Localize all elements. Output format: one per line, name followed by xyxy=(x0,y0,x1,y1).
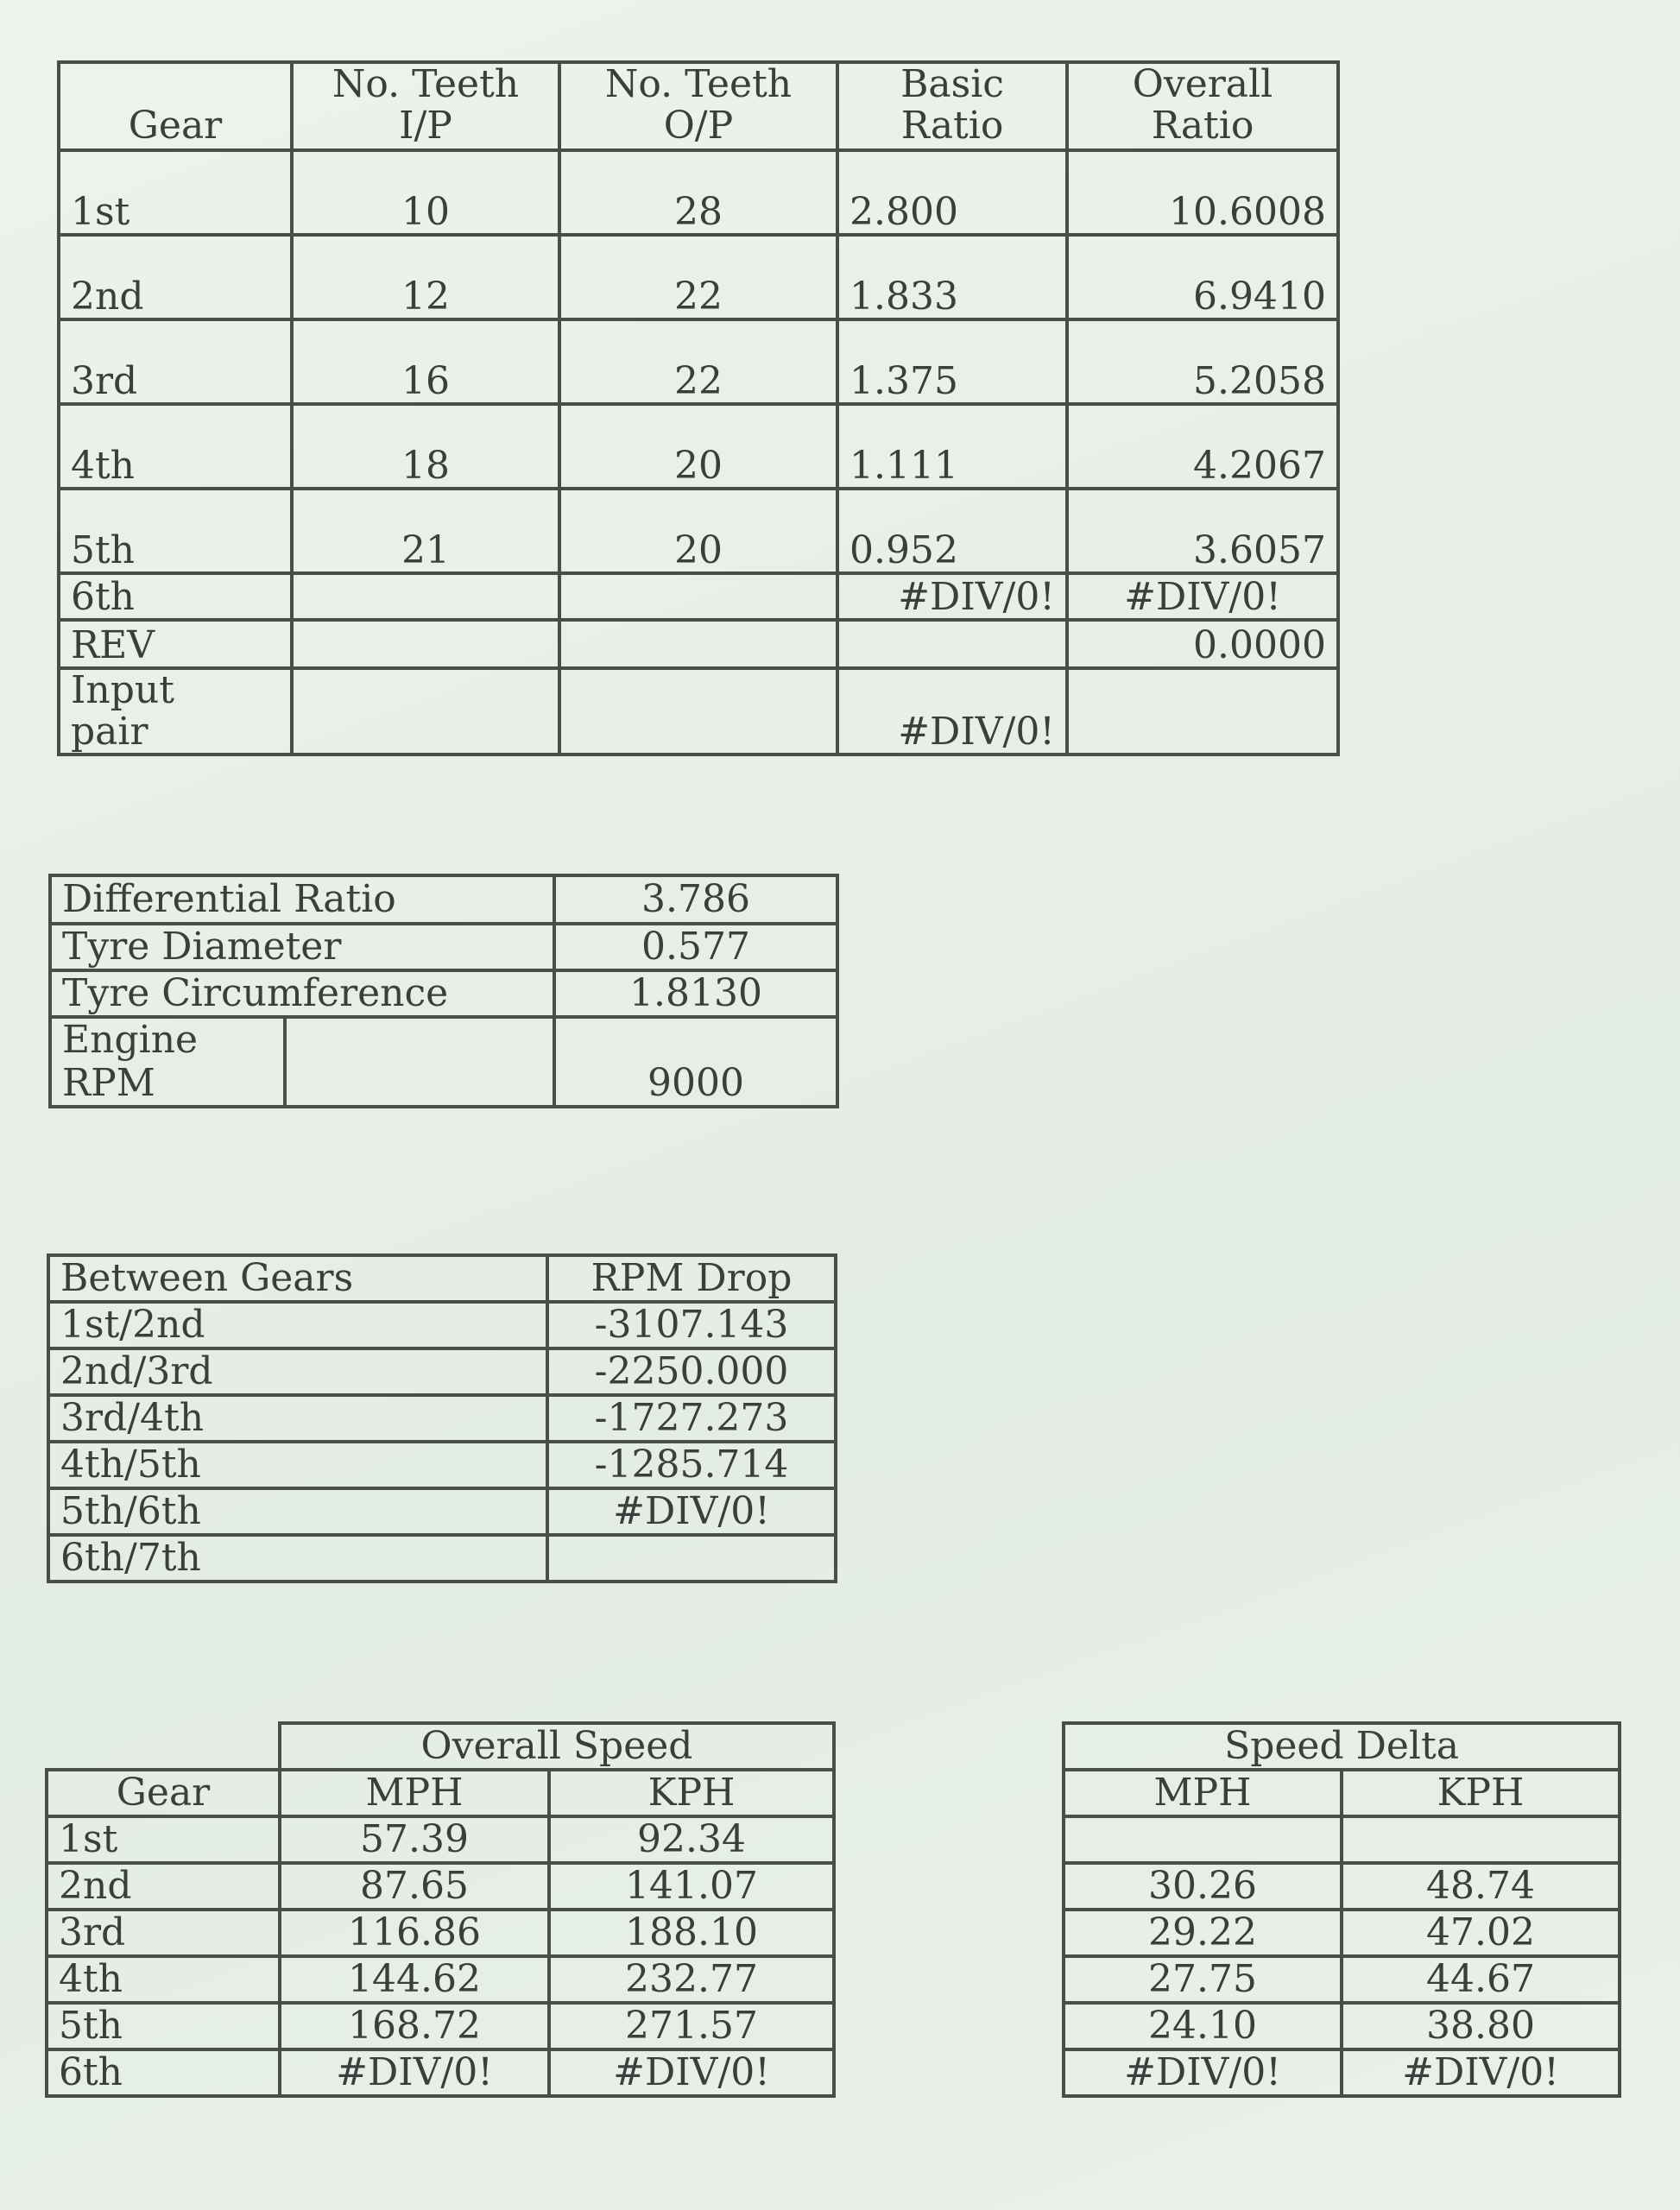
header-teeth-op: No. Teeth O/P xyxy=(559,62,837,150)
header-gear: Gear xyxy=(47,1770,280,1816)
differential-ratio-label: Differential Ratio xyxy=(50,875,554,924)
kph-cell: #DIV/0! xyxy=(1342,2049,1620,2096)
tyre-circumference-label: Tyre Circumference xyxy=(50,970,554,1017)
basic-ratio-cell: #DIV/0! xyxy=(837,573,1067,620)
overall-speed-title: Overall Speed xyxy=(280,1723,834,1770)
overall-ratio-cell: 10.6008 xyxy=(1067,150,1338,235)
table-row xyxy=(59,620,1338,668)
kph-cell: 44.67 xyxy=(1342,1956,1620,2003)
table-row xyxy=(47,1816,834,1863)
teeth-ip-cell: 10 xyxy=(292,150,559,235)
mph-cell: 57.39 xyxy=(280,1816,549,1863)
gear-cell: 2nd xyxy=(59,235,292,319)
speed-title-row xyxy=(47,1723,834,1770)
speed-delta-table xyxy=(1062,1721,1621,2098)
teeth-op-cell: 22 xyxy=(559,235,837,319)
delta-title-row xyxy=(1064,1723,1620,1770)
kph-cell: 47.02 xyxy=(1342,1910,1620,1956)
rpm-drop-cell: -3107.143 xyxy=(547,1302,836,1348)
basic-ratio-cell: 1.375 xyxy=(837,319,1067,404)
kph-cell: 271.57 xyxy=(549,2003,834,2049)
gear-pair-cell: 2nd/3rd xyxy=(48,1348,547,1395)
header-basic-ratio: Basic Ratio xyxy=(837,62,1067,150)
gear-pair-cell: 1st/2nd xyxy=(48,1302,547,1348)
mph-cell: 87.65 xyxy=(280,1863,549,1910)
overall-ratio-cell: 4.2067 xyxy=(1067,404,1338,489)
table-row xyxy=(59,235,1338,319)
engine-rpm-value: 9000 xyxy=(554,1017,837,1107)
rpm-drop-cell: #DIV/0! xyxy=(547,1488,836,1535)
rpm-drop-cell xyxy=(547,1535,836,1582)
kph-cell: 188.10 xyxy=(549,1910,834,1956)
basic-ratio-cell: 0.952 xyxy=(837,489,1067,573)
mph-cell: 27.75 xyxy=(1064,1956,1342,2003)
table-row xyxy=(1064,1863,1620,1910)
teeth-ip-cell: 21 xyxy=(292,489,559,573)
overall-ratio-cell: 6.9410 xyxy=(1067,235,1338,319)
speed-delta-title: Speed Delta xyxy=(1064,1723,1620,1770)
tyre-circumference-value: 1.8130 xyxy=(554,970,837,1017)
table-row xyxy=(48,1302,836,1348)
table-row xyxy=(1064,1910,1620,1956)
teeth-ip-cell xyxy=(292,620,559,668)
gear-cell: 3rd xyxy=(47,1910,280,1956)
kph-cell: 38.80 xyxy=(1342,2003,1620,2049)
teeth-op-cell: 20 xyxy=(559,489,837,573)
overall-ratio-cell: 0.0000 xyxy=(1067,620,1338,668)
header-kph: KPH xyxy=(1342,1770,1620,1816)
differential-ratio-value: 3.786 xyxy=(554,875,837,924)
rpm-header-row xyxy=(48,1255,836,1302)
gear-cell: REV xyxy=(59,620,292,668)
rpm-drop-cell: -1285.714 xyxy=(547,1442,836,1488)
differential-table xyxy=(48,874,839,1108)
teeth-ip-cell xyxy=(292,668,559,755)
gear-cell: 4th xyxy=(47,1956,280,2003)
mph-cell: #DIV/0! xyxy=(280,2049,549,2096)
header-gear: Gear xyxy=(59,62,292,150)
input-pair-row xyxy=(59,668,1338,755)
table-row xyxy=(48,1395,836,1442)
tyre-diameter-value: 0.577 xyxy=(554,924,837,970)
header-kph: KPH xyxy=(549,1770,834,1816)
table-row xyxy=(48,1442,836,1488)
table-row xyxy=(1064,2049,1620,2096)
gear-pair-cell: 4th/5th xyxy=(48,1442,547,1488)
table-row xyxy=(59,319,1338,404)
table-row xyxy=(59,150,1338,235)
teeth-op-cell: 20 xyxy=(559,404,837,489)
overall-ratio-cell: 5.2058 xyxy=(1067,319,1338,404)
table-row xyxy=(59,573,1338,620)
table-row xyxy=(47,2003,834,2049)
gear-cell: 5th xyxy=(59,489,292,573)
overall-ratio-cell: 3.6057 xyxy=(1067,489,1338,573)
table-row xyxy=(47,2049,834,2096)
basic-ratio-cell: #DIV/0! xyxy=(837,668,1067,755)
gear-cell: 1st xyxy=(47,1816,280,1863)
mph-cell xyxy=(1064,1816,1342,1863)
table-row xyxy=(1064,2003,1620,2049)
table-row xyxy=(59,404,1338,489)
gear-ratio-table xyxy=(57,60,1340,756)
teeth-op-cell: 28 xyxy=(559,150,837,235)
table-row xyxy=(50,1017,837,1107)
mph-cell: #DIV/0! xyxy=(1064,2049,1342,2096)
mph-cell: 29.22 xyxy=(1064,1910,1342,1956)
gear-table-header-row xyxy=(59,62,1338,150)
table-row xyxy=(47,1910,834,1956)
gear-cell: 6th xyxy=(47,2049,280,2096)
gear-pair-cell: 5th/6th xyxy=(48,1488,547,1535)
table-row xyxy=(48,1535,836,1582)
overall-ratio-cell: #DIV/0! xyxy=(1067,573,1338,620)
overall-ratio-cell xyxy=(1067,668,1338,755)
table-row xyxy=(48,1348,836,1395)
mph-cell: 144.62 xyxy=(280,1956,549,2003)
gear-cell: 3rd xyxy=(59,319,292,404)
kph-cell: 92.34 xyxy=(549,1816,834,1863)
gear-cell: 6th xyxy=(59,573,292,620)
gear-cell: 2nd xyxy=(47,1863,280,1910)
gear-cell: 4th xyxy=(59,404,292,489)
teeth-ip-cell xyxy=(292,573,559,620)
teeth-op-cell: 22 xyxy=(559,319,837,404)
overall-speed-table xyxy=(45,1721,836,2098)
table-row xyxy=(50,970,837,1017)
engine-rpm-blank xyxy=(285,1017,554,1107)
kph-cell: #DIV/0! xyxy=(549,2049,834,2096)
input-pair-label: Input pair xyxy=(59,668,292,755)
teeth-op-cell xyxy=(559,668,837,755)
table-row xyxy=(50,924,837,970)
header-between-gears: Between Gears xyxy=(48,1255,547,1302)
teeth-op-cell xyxy=(559,620,837,668)
kph-cell: 141.07 xyxy=(549,1863,834,1910)
delta-header-row xyxy=(1064,1770,1620,1816)
kph-cell: 232.77 xyxy=(549,1956,834,2003)
kph-cell: 48.74 xyxy=(1342,1863,1620,1910)
mph-cell: 116.86 xyxy=(280,1910,549,1956)
basic-ratio-cell: 1.833 xyxy=(837,235,1067,319)
gear-cell: 1st xyxy=(59,150,292,235)
header-rpm-drop: RPM Drop xyxy=(547,1255,836,1302)
table-row xyxy=(47,1956,834,2003)
rpm-drop-cell: -1727.273 xyxy=(547,1395,836,1442)
table-row xyxy=(50,875,837,924)
mph-cell: 24.10 xyxy=(1064,2003,1342,2049)
gear-pair-cell: 3rd/4th xyxy=(48,1395,547,1442)
mph-cell: 168.72 xyxy=(280,2003,549,2049)
teeth-ip-cell: 18 xyxy=(292,404,559,489)
rpm-drop-cell: -2250.000 xyxy=(547,1348,836,1395)
kph-cell xyxy=(1342,1816,1620,1863)
basic-ratio-cell: 2.800 xyxy=(837,150,1067,235)
speed-header-row xyxy=(47,1770,834,1816)
gear-cell: 5th xyxy=(47,2003,280,2049)
table-row xyxy=(1064,1956,1620,2003)
table-row xyxy=(1064,1816,1620,1863)
teeth-op-cell xyxy=(559,573,837,620)
table-row xyxy=(47,1863,834,1910)
header-overall-ratio: Overall Ratio xyxy=(1067,62,1338,150)
basic-ratio-cell xyxy=(837,620,1067,668)
rpm-drop-table xyxy=(47,1253,837,1583)
teeth-ip-cell: 12 xyxy=(292,235,559,319)
engine-rpm-label: Engine RPM xyxy=(50,1017,285,1107)
blank-corner xyxy=(47,1723,280,1770)
basic-ratio-cell: 1.111 xyxy=(837,404,1067,489)
mph-cell: 30.26 xyxy=(1064,1863,1342,1910)
tyre-diameter-label: Tyre Diameter xyxy=(50,924,554,970)
header-mph: MPH xyxy=(280,1770,549,1816)
header-teeth-ip: No. Teeth I/P xyxy=(292,62,559,150)
table-row xyxy=(59,489,1338,573)
gear-pair-cell: 6th/7th xyxy=(48,1535,547,1582)
teeth-ip-cell: 16 xyxy=(292,319,559,404)
header-mph: MPH xyxy=(1064,1770,1342,1816)
table-row xyxy=(48,1488,836,1535)
